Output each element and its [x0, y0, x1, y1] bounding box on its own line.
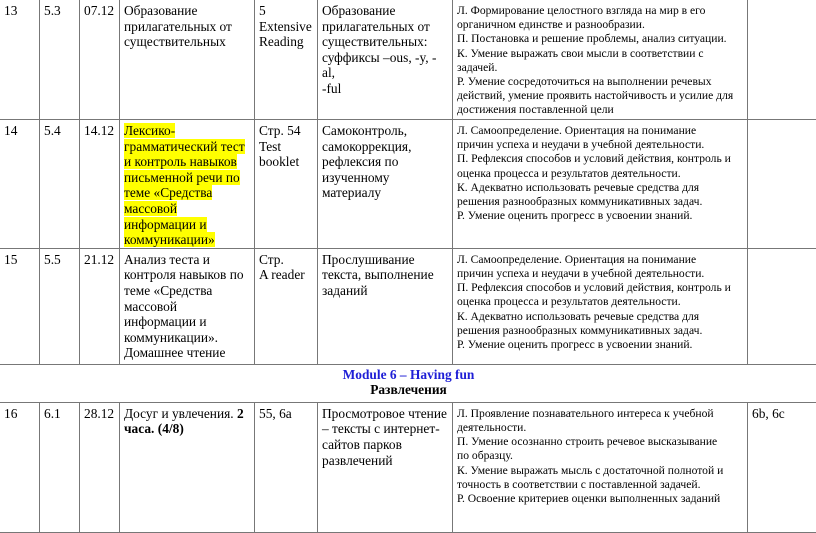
- section-number: 6.1: [40, 402, 80, 532]
- activity-cell: Прослушивание текста, выполнение заданий: [318, 248, 453, 364]
- module-subtitle: Развлечения: [4, 382, 813, 397]
- table-row: [0, 120, 816, 249]
- learning-outcomes: Л. Самоопределение. Ориентация на понимание причин успеха и неудачи в учебной деятельности. П. Рефлексия способов и условий действия, контроль и оценка процесса и результатов деятельности. К. Адекватно использовать речевые средства для решения разнообразных коммуникативных задач. Р. Умение оценить прогресс в усвоении знаний.: [453, 120, 748, 249]
- lesson-date: 07.12: [80, 0, 120, 120]
- activity-cell: Просмотровое чтение – тексты с интернет- сайтов парков развлечений: [318, 402, 453, 532]
- textbook-pages: Стр. A reader: [255, 248, 318, 364]
- lesson-topic: Образование прилагательных от существительных: [120, 0, 255, 120]
- learning-outcomes: Л. Формирование целостного взгляда на мир в его органичном единстве и разнообразии. П. Постановка и решение проблемы, анализ ситуации. К. Умение выражать свои мысли в соответствии с задачей. Р. Умение сосредоточиться на выполнении речевых действий, умение проявить настойчивость и усилие для достижения поставленной цели: [453, 0, 748, 120]
- extra-cell: 6b, 6c: [748, 402, 816, 532]
- textbook-pages: Стр. 54 Test booklet: [255, 120, 318, 249]
- activity-cell: Самоконтроль, самокоррекция, рефлексия по изученному материалу: [318, 120, 453, 249]
- lesson-number: 15: [0, 248, 40, 364]
- section-number: 5.5: [40, 248, 80, 364]
- table-row: [0, 248, 816, 364]
- module-header-row: [0, 364, 816, 402]
- lesson-topic-highlighted: Лексико- грамматический тест и контроль навыков письменной речи по теме «Средства массовой информации и коммуникации»: [120, 120, 255, 249]
- learning-outcomes: Л. Самоопределение. Ориентация на понимание причин успеха и неудачи в учебной деятельности. П. Рефлексия способов и условий действия, контроль и оценка процесса и результатов деятельности. К. Адекватно использовать речевые средства для решения разнообразных коммуникативных задач. Р. Умение оценить прогресс в усвоении знаний.: [453, 248, 748, 364]
- lesson-date: 14.12: [80, 120, 120, 249]
- table-row: [0, 0, 816, 120]
- section-number: 5.3: [40, 0, 80, 120]
- lesson-topic: Анализ теста и контроля навыков по теме «Средства массовой информации и коммуникации». Домашнее чтение: [120, 248, 255, 364]
- learning-outcomes: Л. Проявление познавательного интереса к учебной деятельности. П. Умение осознанно строить речевое высказывание по образцу. К. Умение выражать мысль с достаточной полнотой и точность в соответствии с поставленной задачей. Р. Освоение критериев оценки выполненных заданий: [453, 402, 748, 532]
- extra-cell: [748, 0, 816, 120]
- table-row: [0, 402, 816, 532]
- lesson-date: 28.12: [80, 402, 120, 532]
- module-header: [0, 364, 816, 402]
- module-title: Module 6 – Having fun: [4, 367, 813, 382]
- textbook-pages: 5 Extensive Reading: [255, 0, 318, 120]
- extra-cell: [748, 248, 816, 364]
- lesson-topic: Досуг и увлечения. 2 часа. (4/8): [120, 402, 255, 532]
- textbook-pages: 55, 6a: [255, 402, 318, 532]
- section-number: 5.4: [40, 120, 80, 249]
- lesson-number: 14: [0, 120, 40, 249]
- lesson-number: 13: [0, 0, 40, 120]
- extra-cell: [748, 120, 816, 249]
- lesson-date: 21.12: [80, 248, 120, 364]
- activity-cell: Образование прилагательных от существительных: суффиксы –ous, -y, -al, -ful: [318, 0, 453, 120]
- lesson-number: 16: [0, 402, 40, 532]
